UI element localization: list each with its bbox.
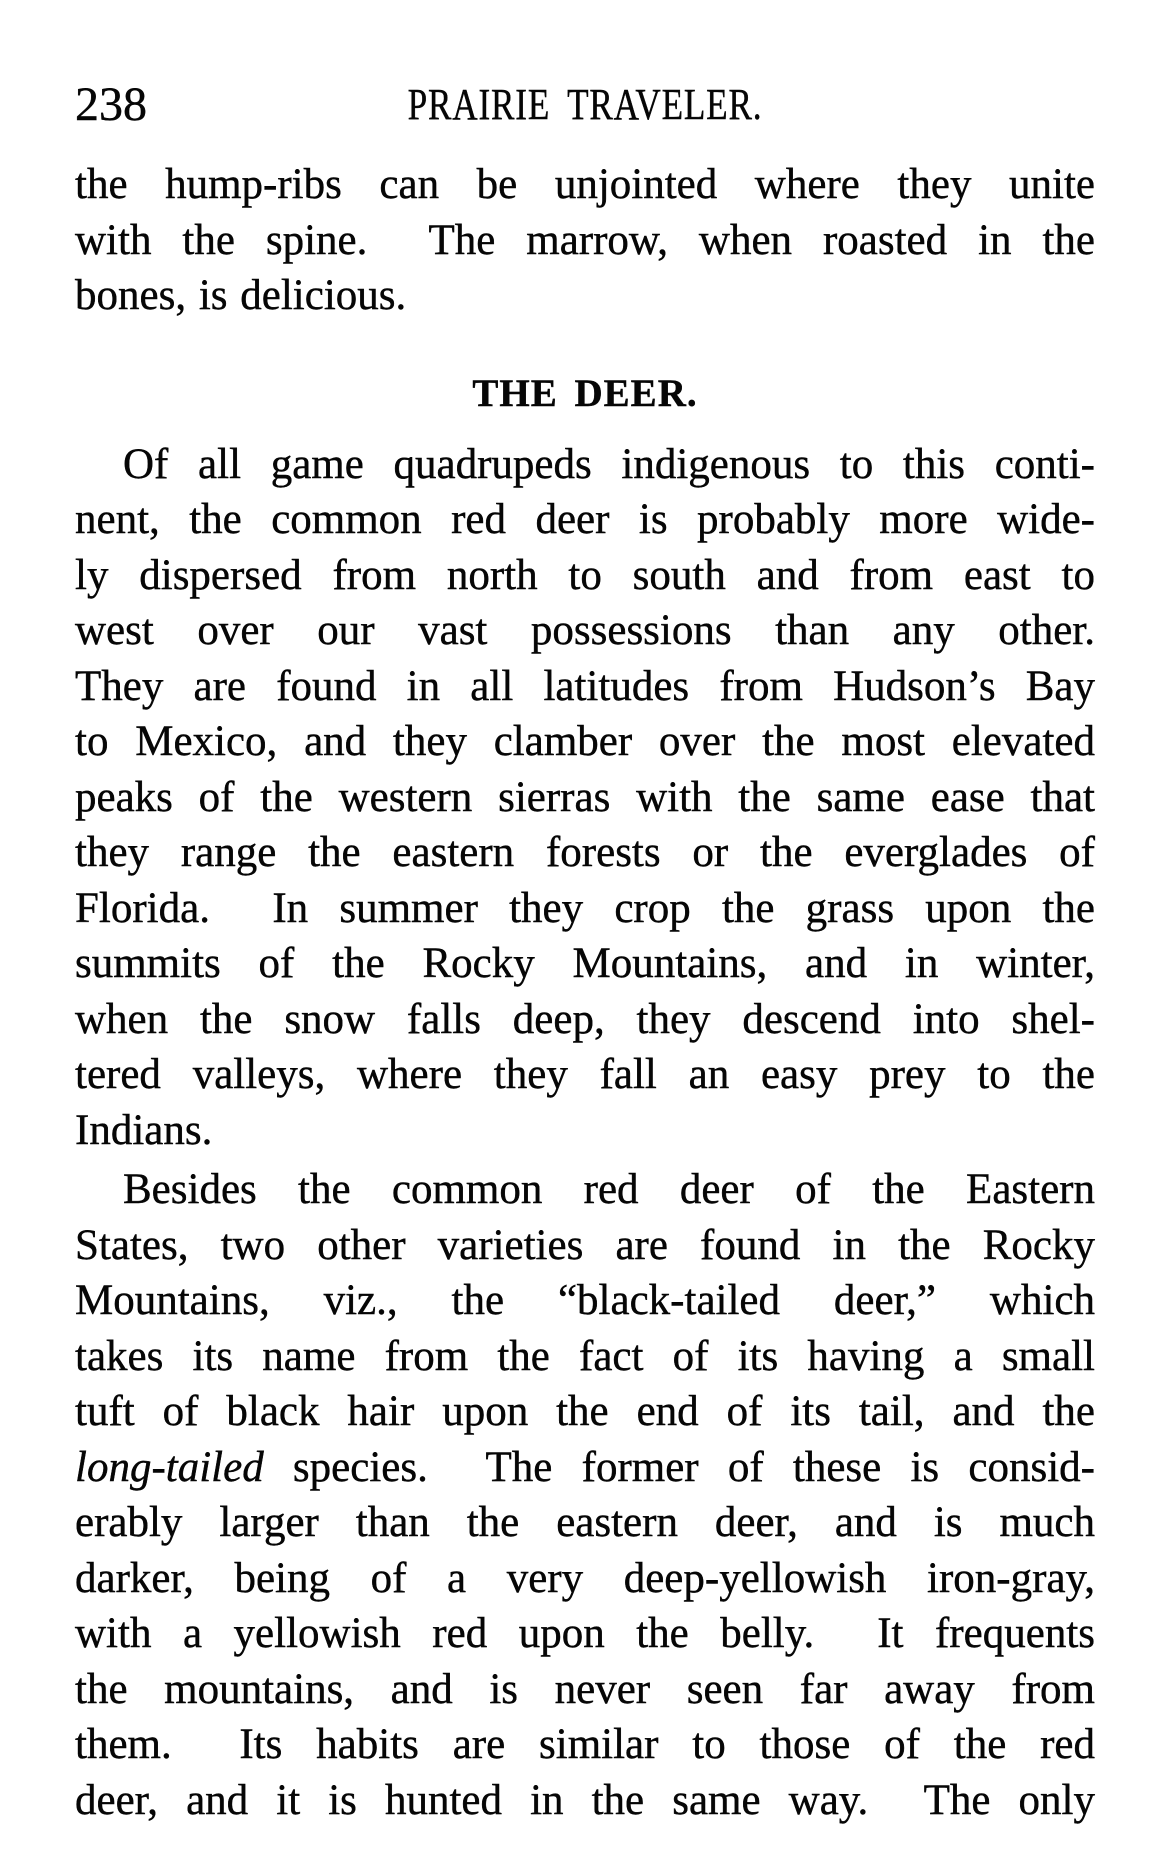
text-run: the hump-ribs can be unjointed where they unite (75, 161, 1095, 208)
text-run: Of all game quadrupeds indigenous to this conti- (123, 440, 1095, 488)
text-line (75, 1384, 1095, 1440)
text-run: Besides the common red deer of the Eastern (123, 1166, 1095, 1213)
text-run: summits of the Rocky Mountains, and in winter, (75, 940, 1095, 987)
text-run: States, two other varieties are found in the Rocky (75, 1221, 1095, 1269)
text-run: them. Its habits are similar to those of the red (75, 1721, 1095, 1768)
text-run: Indians. (75, 1106, 213, 1154)
text-column (75, 0, 1095, 1828)
text-line (75, 1047, 1095, 1103)
text-run: tuft of black hair upon the end of its tail, and the (75, 1388, 1095, 1435)
text-run: species. The former of these is consid- (263, 1443, 1095, 1491)
page-number: 238 (75, 78, 147, 131)
text-line (75, 1717, 1095, 1773)
text-run: tered valleys, where they fall an easy prey to the (75, 1051, 1095, 1098)
text-run: with a yellowish red upon the belly. It frequents (75, 1610, 1095, 1657)
text-run: takes its name from the fact of its having a small (75, 1332, 1095, 1380)
text-line (75, 1773, 1095, 1829)
text-run: peaks of the western sierras with the same ease that (75, 773, 1095, 821)
paragraph (75, 1162, 1095, 1828)
text-run: darker, being of a very deep-yellowish iron-gray, (75, 1554, 1095, 1602)
text-run: erably larger than the eastern deer, and is much (75, 1499, 1095, 1546)
text-line (75, 1329, 1095, 1385)
text-run: ly dispersed from north to south and from east to (75, 551, 1095, 599)
text-line (75, 157, 1095, 213)
text-line (75, 936, 1095, 992)
text-body (75, 157, 1095, 1828)
text-run: deer, and it is hunted in the same way. The only (75, 1776, 1095, 1824)
text-run: Florida. In summer they crop the grass upon the (75, 884, 1095, 932)
text-line (75, 1103, 1095, 1159)
text-line (75, 770, 1095, 826)
text-line (75, 492, 1095, 548)
text-line (75, 659, 1095, 715)
text-line (75, 1606, 1095, 1662)
text-line (75, 213, 1095, 269)
text-line (75, 548, 1095, 604)
paragraph (75, 437, 1095, 1159)
text-line (75, 437, 1095, 493)
text-line (75, 603, 1095, 659)
text-run: bones, is delicious. (75, 272, 407, 319)
text-run: they range the eastern forests or the everglades of (75, 829, 1095, 876)
text-line (75, 1495, 1095, 1551)
section-heading: THE DEER. (472, 371, 698, 415)
text-line (75, 825, 1095, 881)
page-header (75, 80, 1095, 130)
running-title: PRAIRIE TRAVELER. (407, 80, 763, 129)
text-line (75, 1273, 1095, 1329)
text-line (75, 881, 1095, 937)
text-line (75, 1551, 1095, 1607)
text-run: They are found in all latitudes from Hudson’s Bay (75, 662, 1095, 710)
text-line (75, 1440, 1095, 1496)
text-line (75, 1162, 1095, 1218)
text-line (75, 1662, 1095, 1718)
text-run: to Mexico, and they clamber over the most elevated (75, 718, 1095, 765)
text-line (75, 1218, 1095, 1274)
text-run: west over our vast possessions than any other. (75, 607, 1095, 654)
text-run: the mountains, and is never seen far away from (75, 1665, 1095, 1713)
text-run: when the snow falls deep, they descend into shel- (75, 995, 1095, 1043)
text-line (75, 268, 1095, 324)
text-line (75, 992, 1095, 1048)
paragraph (75, 157, 1095, 324)
text-run: nent, the common red deer is probably more wide- (75, 496, 1095, 543)
italic-text-run: long-tailed (75, 1443, 264, 1491)
text-run: Mountains, viz., the “black-tailed deer,” which (75, 1277, 1095, 1324)
text-line (75, 714, 1095, 770)
text-run: with the spine. The marrow, when roasted in the (75, 216, 1095, 264)
